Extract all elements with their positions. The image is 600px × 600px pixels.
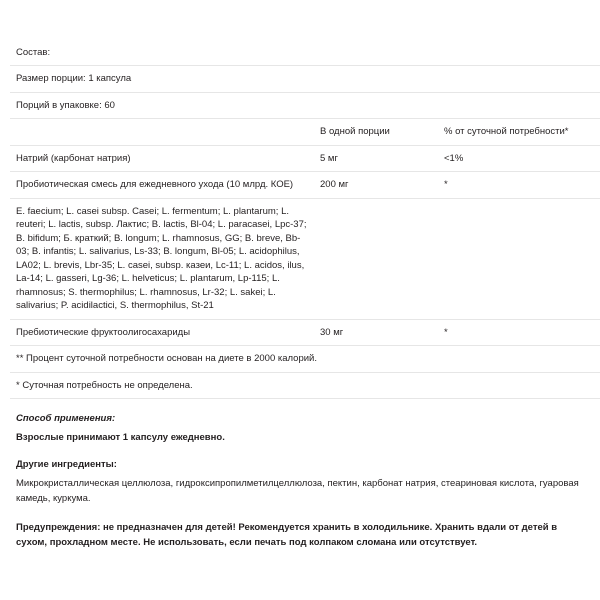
column-header-amount: В одной порции [314,119,438,145]
directions-body: Взрослые принимают 1 капсулу ежедневно. [16,432,225,444]
label-body-text [10,413,590,550]
table-header-row [10,119,600,145]
table-row-title [10,40,600,66]
nutrient-name: Пробиотическая смесь для ежедневного ухода (10 млрд. КОЕ) [10,172,314,198]
table-row [10,319,600,345]
other-ingredients-title: Другие ингредиенты: [16,459,117,471]
column-header-daily-value: % от суточной потребности* [438,119,600,145]
nutrient-name: Натрий (карбонат натрия) [10,145,314,171]
serving-size: Размер порции: 1 капсула [10,66,314,92]
column-header-name [10,119,314,145]
table-row-footnote [10,372,600,398]
label-title-spacer2 [438,40,600,66]
nutrient-daily-value: <1% [438,145,600,171]
nutrient-amount: 200 мг [314,172,438,198]
serving-size-spacer2 [438,66,600,92]
table-row-servings-per-container [10,92,600,118]
footnote-dv-not-established: * Суточная потребность не определена. [10,372,600,398]
nutrient-daily-value: * [438,172,600,198]
probiotic-strain-list: E. faecium; L. casei subsp. Casei; L. fermentum; L. plantarum; L. reuteri; L. lactis, subsp. Лактис; B. lactis, Bl-04; L. paracasei, Lpc-37; B. bifidum; Б. краткий; B. longum; L. rhamnosus, GG; B. breve, Bb-03; B. infantis; L. salivarius, Ls-33; B. longum, Bl-05; L. acidophilus, LA02; L. brevis, Lbr-35; L. casei, subsp. казеи, Lc-11; L. acidos, ilus, La-14; L. gasseri, Lg-36; L. helveticus; L. plantarum, Lp-115; L. rhamnosus; S. thermophilus; L. rhamnosus, Lr-32; L. sakei; L. salivarius; P. acidilactici, S. thermophilus, St-21 [10,198,314,319]
directions-title: Способ применения: [16,413,116,425]
label-title-spacer [314,40,438,66]
nutrient-name: Пребиотические фруктоолигосахариды [10,319,314,345]
servings-per-container: Порций в упаковке: 60 [10,92,314,118]
servings-spacer [314,92,438,118]
table-row-serving-size [10,66,600,92]
footnote-daily-value-basis: ** Процент суточной потребности основан на диете в 2000 калорий. [10,346,600,372]
servings-spacer2 [438,92,600,118]
label-title: Состав: [10,40,314,66]
table-row [10,198,600,319]
supplement-facts-table [10,40,600,399]
nutrient-daily-value [438,198,600,319]
table-row-footnote [10,346,600,372]
nutrient-amount: 30 мг [314,319,438,345]
warning-text: Предупреждения: не предназначен для детей! Рекомендуется хранить в холодильнике. Хранить вдали от детей в сухом, прохладном месте. Не использовать, если печать под колпаком сломана или отсутствует. [16,521,558,548]
nutrient-amount: 5 мг [314,145,438,171]
other-ingredients-body: Микрокристаллическая целлюлоза, гидроксипропилметилцеллюлоза, пектин, карбонат натрия, стеариновая кислота, гуаровая камедь, куркума. [16,478,579,505]
nutrient-amount [314,198,438,319]
serving-size-spacer [314,66,438,92]
nutrient-daily-value: * [438,319,600,345]
table-row [10,145,600,171]
table-row [10,172,600,198]
